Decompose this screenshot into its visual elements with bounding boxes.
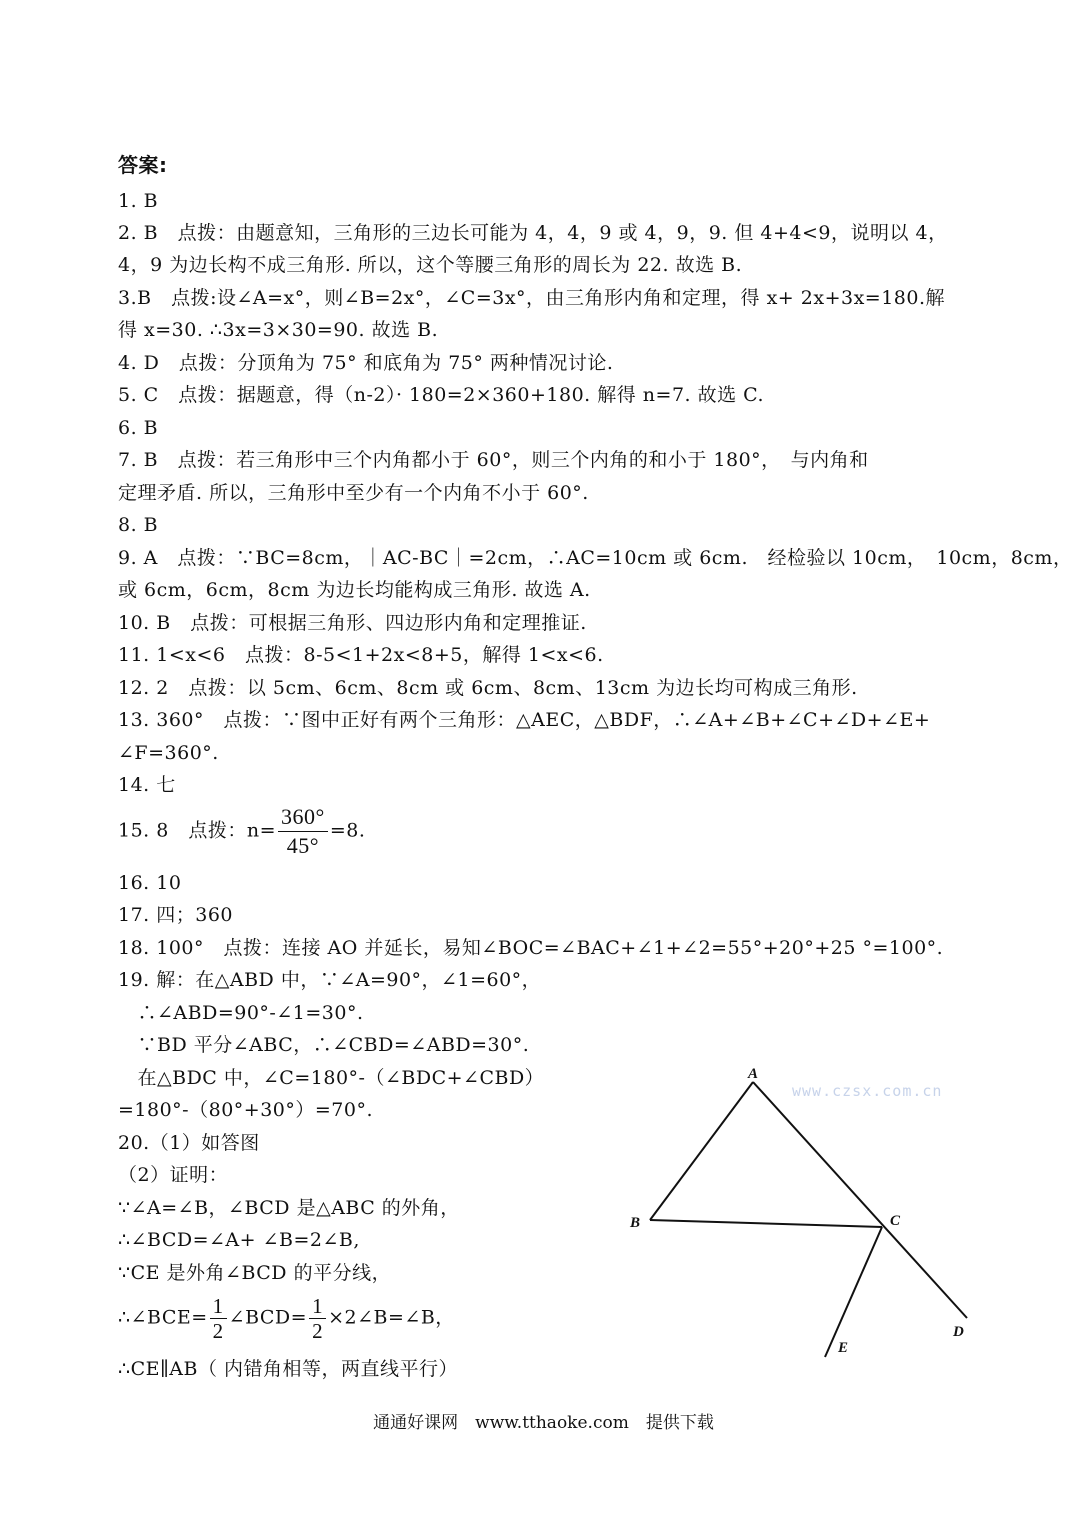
answer-line: 3.B 点拨:设∠A=x°，则∠B=2x°，∠C=3x°，由三角形内角和定理，得 x+ 2x+3x=180.解: [118, 287, 946, 309]
answer-line: ∴∠BCD=∠A+ ∠B=2∠B,: [118, 1229, 360, 1251]
fraction-denominator: 2: [312, 1319, 324, 1343]
answer-line: 4，9 为边长构不成三角形. 所以，这个等腰三角形的周长为 22. 故选 B.: [118, 254, 743, 276]
answer-line: 11. 1<x<6 点拨：8-5<1+2x<8+5，解得 1<x<6.: [118, 644, 604, 666]
answer-line: 18. 100° 点拨：连接 AO 并延长，易知∠BOC=∠BAC+∠1+∠2=55°+20°+25 °=100°.: [118, 937, 944, 959]
line15-prefix: 15. 8 点拨：n=: [118, 819, 277, 842]
answer-line-fraction: [118, 1294, 455, 1343]
answer-line: 在△BDC 中，∠C=180°-（∠BDC+∠CBD）: [118, 1067, 545, 1089]
fraction: [278, 803, 328, 860]
geometry-figure: [620, 1060, 980, 1360]
answer-line: 8. B: [118, 514, 159, 536]
frac-line-part2: ∠BCD=: [228, 1306, 308, 1329]
answer-line: 1. B: [118, 190, 159, 212]
answer-line: ∵BD 平分∠ABC，∴∠CBD=∠ABD=30°.: [118, 1034, 530, 1056]
fraction-numerator: 1: [309, 1294, 326, 1319]
answer-line-15: [118, 803, 365, 860]
segment-ab: [650, 1082, 753, 1220]
line15-suffix: =8.: [329, 819, 366, 842]
fraction-denominator: 2: [212, 1319, 224, 1343]
answer-line: ∴CE∥AB（ 内错角相等，两直线平行）: [118, 1358, 458, 1380]
label-a: A: [748, 1066, 759, 1082]
answer-line: 4. D 点拨：分顶角为 75° 和底角为 75° 两种情况讨论.: [118, 352, 614, 374]
segment-acd: [753, 1082, 967, 1318]
label-d: D: [953, 1324, 964, 1340]
answer-line: 7. B 点拨：若三角形中三个内角都小于 60°，则三个内角的和小于 180°， 与内角和: [118, 449, 869, 471]
answer-title: 答案:: [118, 153, 168, 177]
answer-line: 9. A 点拨：∵BC=8cm，｜AC-BC｜=2cm，∴AC=10cm 或 6cm. 经检验以 10cm， 10cm，8cm，: [118, 547, 1073, 569]
answer-line: ∵CE 是外角∠BCD 的平分线，: [118, 1262, 392, 1284]
fraction-numerator: 360°: [278, 803, 328, 832]
label-e: E: [838, 1340, 849, 1356]
answer-line: 得 x=30. ∴3x=3×30=90. 故选 B.: [118, 319, 439, 341]
segment-bc: [650, 1220, 882, 1227]
answer-line: ∴∠ABD=90°-∠1=30°.: [118, 1002, 364, 1024]
frac-line-part3: ×2∠B=∠B，: [328, 1306, 455, 1329]
fraction: [309, 1294, 326, 1343]
answer-line: （2）证明：: [118, 1164, 229, 1186]
answer-line: 19. 解：在△ABD 中，∵∠A=90°，∠1=60°，: [118, 969, 542, 991]
answer-line: ∠F=360°.: [118, 742, 219, 764]
answer-line: 17. 四；360: [118, 904, 234, 926]
answer-line: 14. 七: [118, 774, 176, 796]
fraction: [210, 1294, 227, 1343]
answer-line: 定理矛盾. 所以，三角形中至少有一个内角不小于 60°.: [118, 482, 589, 504]
answer-line: 20.（1）如答图: [118, 1132, 260, 1154]
frac-line-part1: ∴∠BCE=: [118, 1306, 208, 1329]
label-c: C: [890, 1213, 901, 1229]
answer-line: 5. C 点拨：据题意，得（n-2）· 180=2×360+180. 解得 n=7. 故选 C.: [118, 384, 765, 406]
answer-line: 或 6cm，6cm，8cm 为边长均能构成三角形. 故选 A.: [118, 579, 591, 601]
answer-line: =180°-（80°+30°）=70°.: [118, 1099, 374, 1121]
fraction-numerator: 1: [210, 1294, 227, 1319]
answer-line: 12. 2 点拨：以 5cm、6cm、8cm 或 6cm、8cm、13cm 为边长均可构成三角形.: [118, 677, 858, 699]
answer-line: ∵∠A=∠B，∠BCD 是△ABC 的外角，: [118, 1197, 460, 1219]
answer-line: 16. 10: [118, 872, 182, 894]
answer-line: 10. B 点拨：可根据三角形、四边形内角和定理推证.: [118, 612, 587, 634]
page-footer: 通通好课网 www.tthaoke.com 提供下载: [373, 1413, 714, 1433]
answer-line: 6. B: [118, 417, 159, 439]
watermark: www.czsx.com.cn: [792, 1082, 943, 1100]
segment-ce: [825, 1227, 882, 1357]
label-b: B: [630, 1215, 641, 1231]
fraction-denominator: 45°: [286, 833, 320, 858]
answer-line: 2. B 点拨：由题意知，三角形的三边长可能为 4，4，9 或 4，9，9. 但 4+4<9，说明以 4，: [118, 222, 948, 244]
answer-line: 13. 360° 点拨：∵图中正好有两个三角形：△AEC，△BDF，∴∠A+∠B+∠C+∠D+∠E+: [118, 709, 931, 731]
